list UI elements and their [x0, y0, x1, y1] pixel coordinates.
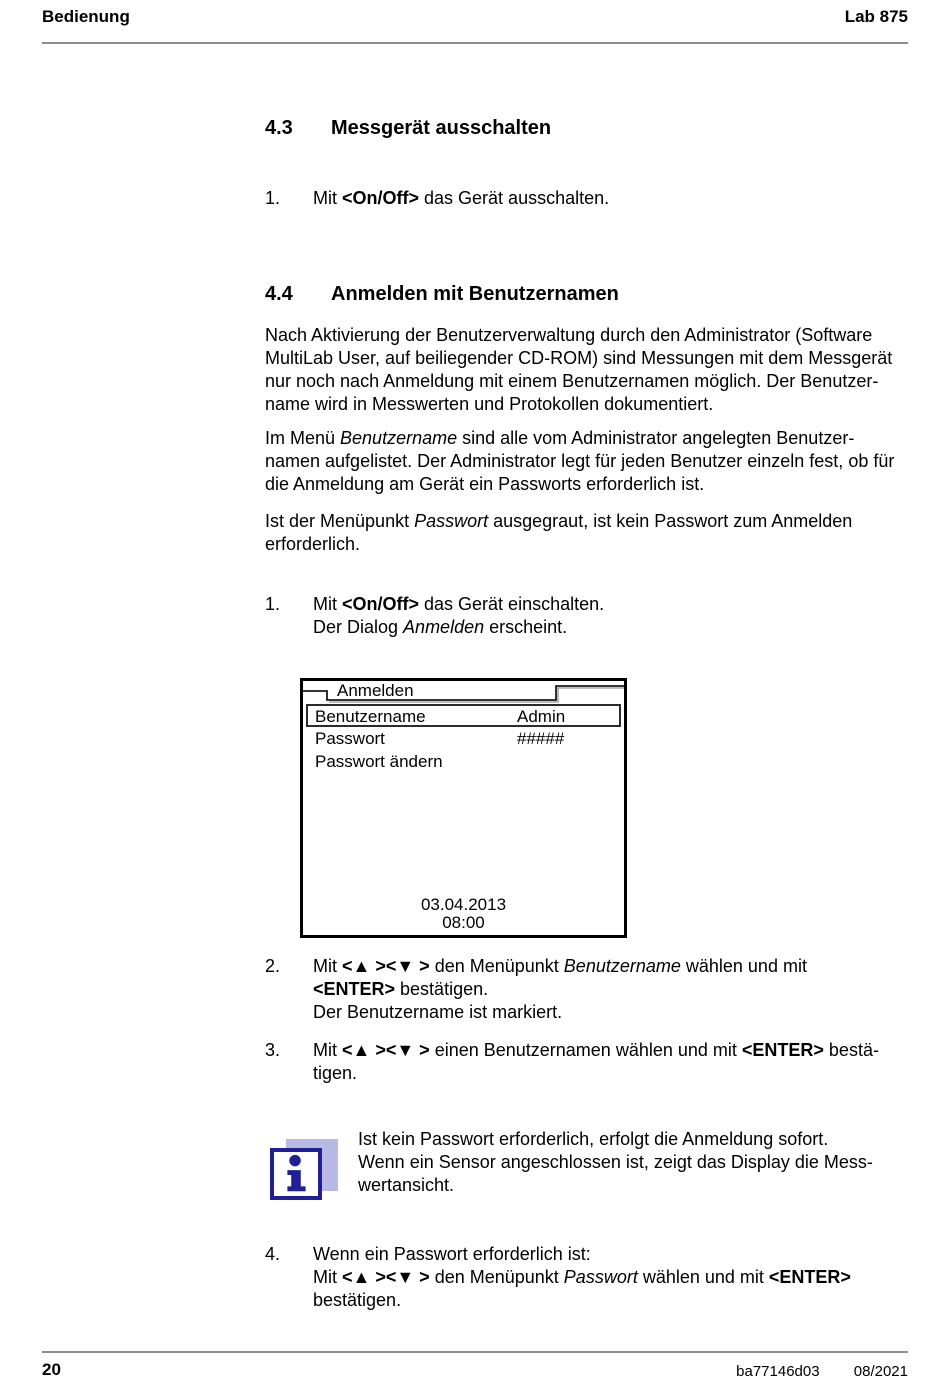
header-chapter: Bedienung	[42, 7, 130, 26]
step-text: Mit <▲ ><▼ > den Menüpunkt Benutzername wählen und mit <ENTER> bestätigen. Der Benutzername ist markiert.	[313, 956, 807, 1022]
header-rule	[42, 42, 908, 44]
menu-item-label: Passwort ändern	[315, 752, 443, 771]
section-number: 4.3	[265, 117, 293, 139]
menu-item-passwort	[306, 727, 621, 750]
step-text: Mit <▲ ><▼ > einen Benutzernamen wählen und mit <ENTER> bestä- tigen.	[313, 1040, 879, 1083]
screen-date: 03.04.2013	[420, 895, 507, 914]
note-text: Ist kein Passwort erforderlich, erfolgt die Anmeldung sofort. Wenn ein Sensor angeschlossen ist, zeigt das Display die Mess- wertansicht.	[358, 1129, 873, 1195]
section-title: Messgerät ausschalten	[331, 117, 552, 139]
step-text: Wenn ein Passwort erforderlich ist: Mit <▲ ><▼ > den Menüpunkt Passwort wählen und mit <ENTER> bestätigen.	[313, 1244, 851, 1310]
header-device: Lab 875	[844, 7, 908, 26]
footer-page-number: 20	[42, 1360, 61, 1379]
paragraph: Im Menü Benutzername sind alle vom Administrator angelegten Benutzer- namen aufgelistet. Der Administrator legt für jeden Benutzer einzeln fest, ob für die Anmeldung am Gerät ein Passworts erforderlich ist.	[265, 428, 895, 494]
footer-rule	[42, 1351, 908, 1353]
step-text: Mit <On/Off> das Gerät ausschalten.	[313, 188, 610, 208]
screen-clock	[303, 896, 624, 932]
footer-doc-id: ba77146d03	[736, 1363, 820, 1380]
footer-date: 08/2021	[853, 1363, 908, 1380]
menu-item-benutzername	[306, 704, 621, 727]
menu-item-label: Benutzername	[315, 707, 426, 726]
step-number: 1.	[265, 594, 281, 614]
menu-item-value: #####	[517, 729, 565, 748]
menu-item-value: Admin	[517, 707, 566, 726]
step-number: 2.	[265, 956, 281, 976]
step-number: 4.	[265, 1244, 281, 1264]
screen-time: 08:00	[442, 913, 485, 932]
screen-tab-bar	[303, 681, 624, 704]
step-number: 3.	[265, 1040, 281, 1060]
section-number: 4.4	[265, 283, 293, 305]
info-icon	[270, 1139, 340, 1201]
footer-meta	[736, 1360, 908, 1383]
step-text: Mit <On/Off> das Gerät einschalten. Der Dialog Anmelden erscheint.	[313, 594, 605, 637]
info-i-glyph	[274, 1152, 318, 1196]
menu-item-label: Passwort	[315, 729, 385, 748]
device-screen-anmelden	[300, 678, 627, 938]
paragraph: Nach Aktivierung der Benutzerverwaltung durch den Administrator (Software MultiLab User, auf beiliegender CD-ROM) sind Messungen mit dem Messgerät nur noch nach Anmeldung mit einem Benutzernamen möglich. Der Benutzer- name wird in Messwerten und Protokollen dokumentiert.	[265, 325, 893, 414]
screen-title: Anmelden	[337, 681, 414, 700]
paragraph: Ist der Menüpunkt Passwort ausgegraut, ist kein Passwort zum Anmelden erforderlich.	[265, 511, 853, 554]
menu-item-passwort-aendern	[306, 750, 621, 773]
step-number: 1.	[265, 188, 281, 208]
info-icon-box	[270, 1148, 322, 1200]
section-title: Anmelden mit Benutzernamen	[331, 283, 619, 305]
